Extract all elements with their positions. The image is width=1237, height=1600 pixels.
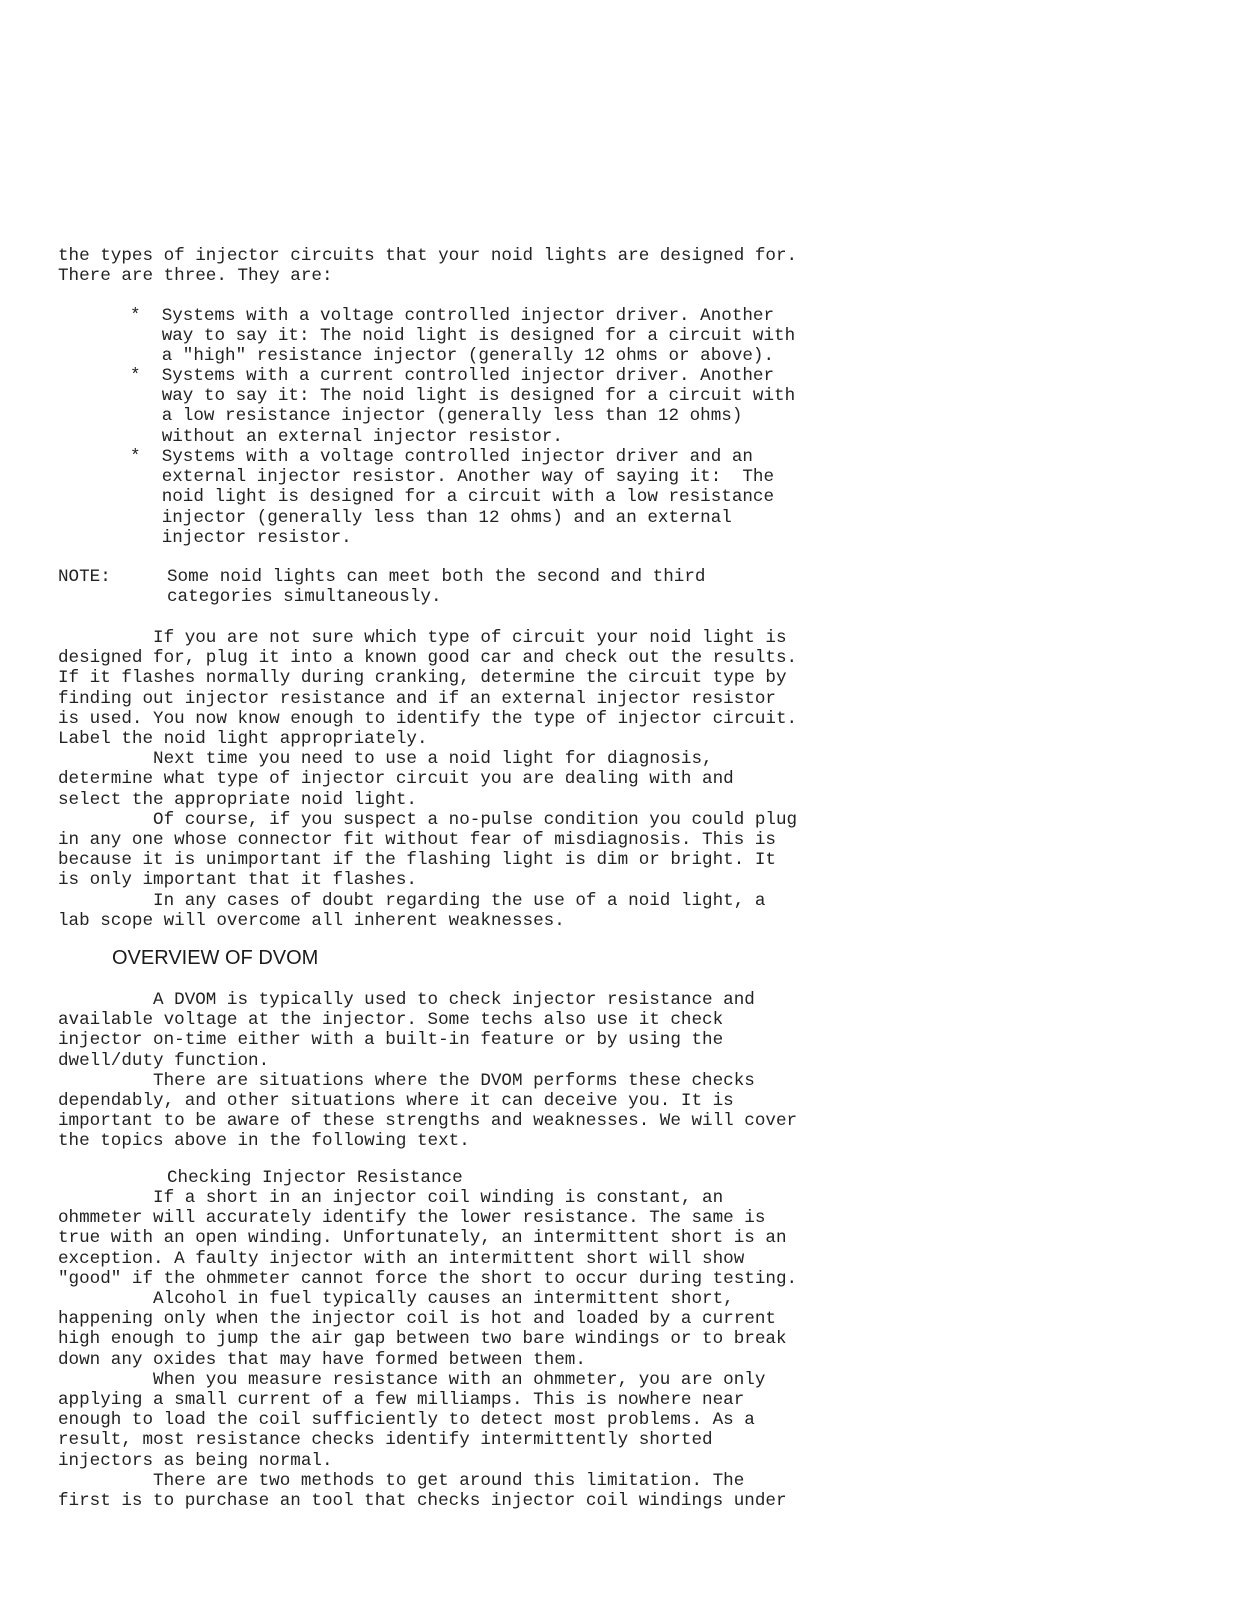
note-label: NOTE:	[58, 567, 111, 587]
dvom-overview-paragraphs: A DVOM is typically used to check injector resistance and available voltage at the injector. Some techs also use it check injector on-time either with a built-in feature or by using the dwell/duty function. There are situations where the DVOM performs these checks dependably, and other situations where it can deceive you. It is important to be aware of these strengths and weaknesses. We will cover the topics above in the following text.	[58, 990, 798, 1152]
bullet-marker: *	[130, 306, 141, 326]
intro-paragraph: the types of injector circuits that your noid lights are designed for. There are three. They are:	[58, 246, 798, 287]
list-item-text: Systems with a voltage controlled injector driver. Another way to say it: The noid light is designed for a circuit with a "high" resistance injector (generally 12 ohms or above).	[161, 306, 796, 367]
bullet-marker: *	[130, 366, 141, 386]
list-item-text: Systems with a current controlled injector driver. Another way to say it: The noid light is designed for a circuit with a low resistance injector (generally less than 12 ohms) without an external injector resistor.	[161, 366, 796, 447]
note-text: Some noid lights can meet both the second and third categories simultaneously.	[167, 567, 706, 608]
noid-light-paragraphs: If you are not sure which type of circuit your noid light is designed for, plug it into a known good car and check out the results. If it flashes normally during cranking, determine the circuit type by finding out injector resistance and if an external injector resistor is used. You now know enough to identify the type of injector circuit. Label the noid light appropriately. Next time you need to use a noid light for diagnosis, determine what type of injector circuit you are dealing with and select the appropriate noid light. Of course, if you suspect a no-pulse condition you could plug in any one whose connector fit without fear of misdiagnosis. This is because it is unimportant if the flashing light is dim or bright. It is only important that it flashes. In any cases of doubt regarding the use of a noid light, a lab scope will overcome all inherent weaknesses.	[58, 628, 798, 931]
list-item	[130, 447, 774, 548]
list-item	[130, 306, 795, 367]
list-item	[130, 366, 795, 447]
subsection-heading: Checking Injector Resistance	[167, 1168, 463, 1188]
injector-resistance-paragraphs: If a short in an injector coil winding is constant, an ohmmeter will accurately identify the lower resistance. The same is true with an open winding. Unfortunately, an intermittent short is an exception. A faulty injector with an intermittent short will show "good" if the ohmmeter cannot force the short to occur during testing. Alcohol in fuel typically causes an intermittent short, happening only when the injector coil is hot and loaded by a current high enough to jump the air gap between two bare windings or to break down any oxides that may have formed between them. When you measure resistance with an ohmmeter, you are only applying a small current of a few milliamps. This is nowhere near enough to load the coil sufficiently to detect most problems. As a result, most resistance checks identify intermittently shorted injectors as being normal. There are two methods to get around this limitation. The first is to purchase an tool that checks injector coil windings under	[58, 1188, 798, 1512]
bullet-marker: *	[130, 447, 141, 467]
list-item-text: Systems with a voltage controlled injector driver and an external injector resistor. Another way of saying it: The noid light is designed for a circuit with a low resistance injector (generally less than 12 ohms) and an external injector resistor.	[161, 447, 775, 548]
section-heading: OVERVIEW OF DVOM	[112, 947, 319, 969]
